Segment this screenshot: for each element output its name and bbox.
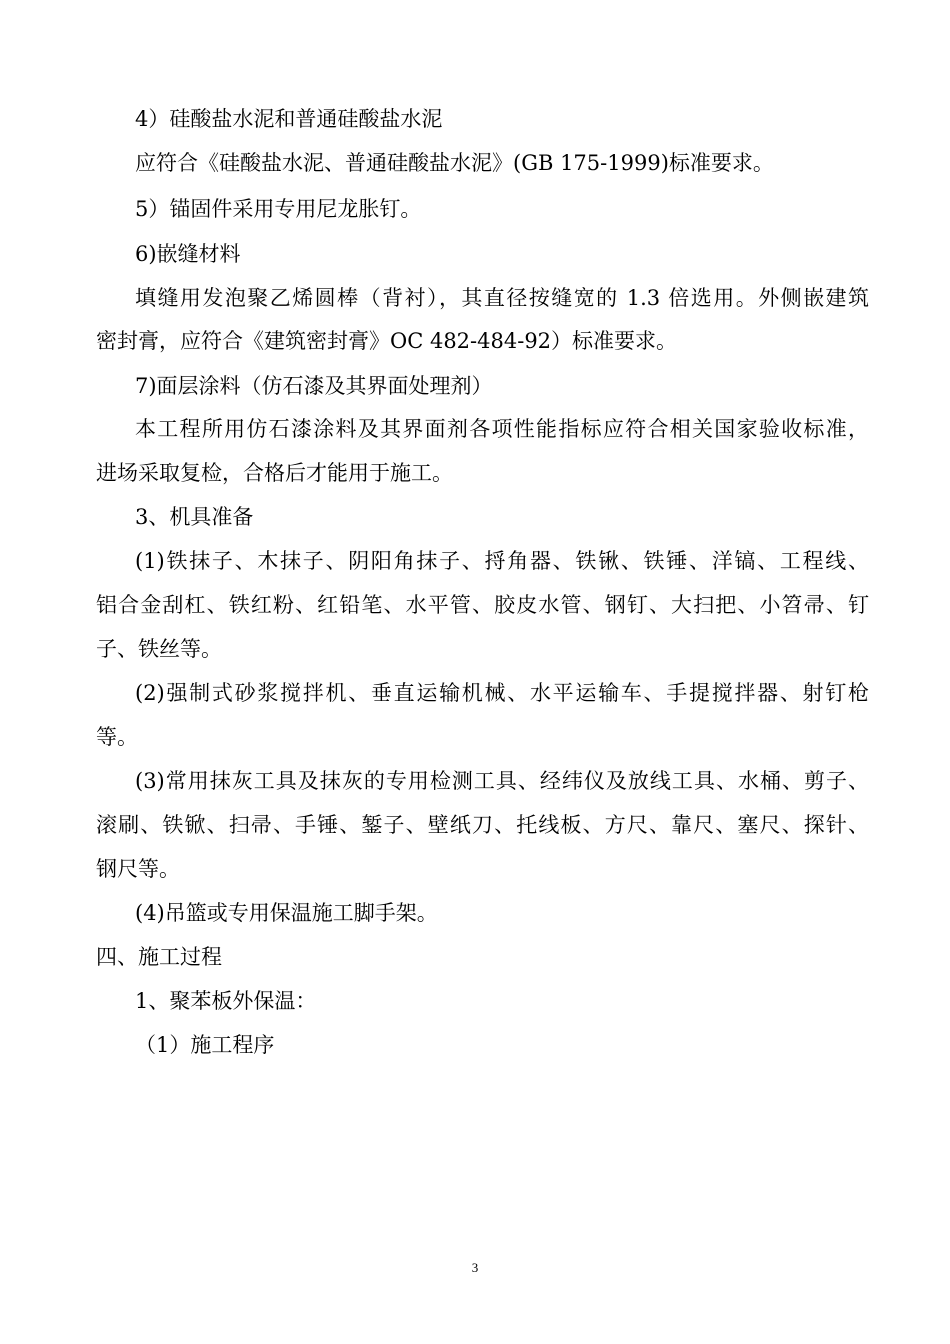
paragraph-cement-standard: 应符合《硅酸盐水泥、普通硅酸盐水泥》(GB 175-1999)标准要求。 — [135, 151, 774, 175]
paragraph-tools3-line3: 钢尺等。 — [96, 857, 180, 881]
heading-anchors: 5）锚固件采用专用尼龙胀钉。 — [135, 197, 422, 221]
paragraph-joint-fill-line1: 填缝用发泡聚乙烯圆棒（背衬），其直径按缝宽的 1.3 倍选用。外侧嵌建筑 — [135, 286, 869, 310]
paragraph-tools4: (4)吊篮或专用保温施工脚手架。 — [135, 901, 438, 925]
heading-tools: 3、机具准备 — [135, 505, 254, 529]
subheading-eps-insulation: 1、聚苯板外保温： — [135, 989, 317, 1013]
paragraph-tools1-line3: 子、铁丝等。 — [96, 637, 222, 661]
paragraph-joint-fill-line2: 密封膏，应符合《建筑密封膏》OC 482-484-92）标准要求。 — [96, 329, 678, 353]
subheading-procedure: （1）施工程序 — [135, 1033, 275, 1057]
paragraph-tools2-line1: (2)强制式砂浆搅拌机、垂直运输机械、水平运输车、手提搅拌器、射钉枪 — [135, 681, 869, 705]
paragraph-tools1-line2: 铝合金刮杠、铁红粉、红铅笔、水平管、胶皮水管、钢钉、大扫把、小笤帚、钉 — [96, 593, 869, 617]
section-heading-construction: 四、施工过程 — [96, 945, 222, 969]
page-number: 3 — [471, 1260, 479, 1275]
paragraph-coating-line1: 本工程所用仿石漆涂料及其界面剂各项性能指标应符合相关国家验收标准， — [135, 417, 869, 441]
paragraph-tools3-line2: 滚刷、铁锨、扫帚、手锤、錾子、壁纸刀、托线板、方尺、靠尺、塞尺、探针、 — [96, 813, 869, 837]
paragraph-tools3-line1: (3)常用抹灰工具及抹灰的专用检测工具、经纬仪及放线工具、水桶、剪子、 — [135, 769, 869, 793]
heading-joint-material: 6)嵌缝材料 — [135, 242, 241, 266]
heading-surface-coating: 7)面层涂料（仿石漆及其界面处理剂） — [135, 374, 493, 398]
paragraph-tools2-line2: 等。 — [96, 725, 138, 749]
paragraph-tools1-line1: (1)铁抹子、木抹子、阴阳角抹子、捋角器、铁锹、铁锤、洋镐、工程线、 — [135, 549, 869, 573]
heading-cement: 4）硅酸盐水泥和普通硅酸盐水泥 — [135, 107, 443, 131]
paragraph-coating-line2: 进场采取复检，合格后才能用于施工。 — [96, 461, 453, 485]
